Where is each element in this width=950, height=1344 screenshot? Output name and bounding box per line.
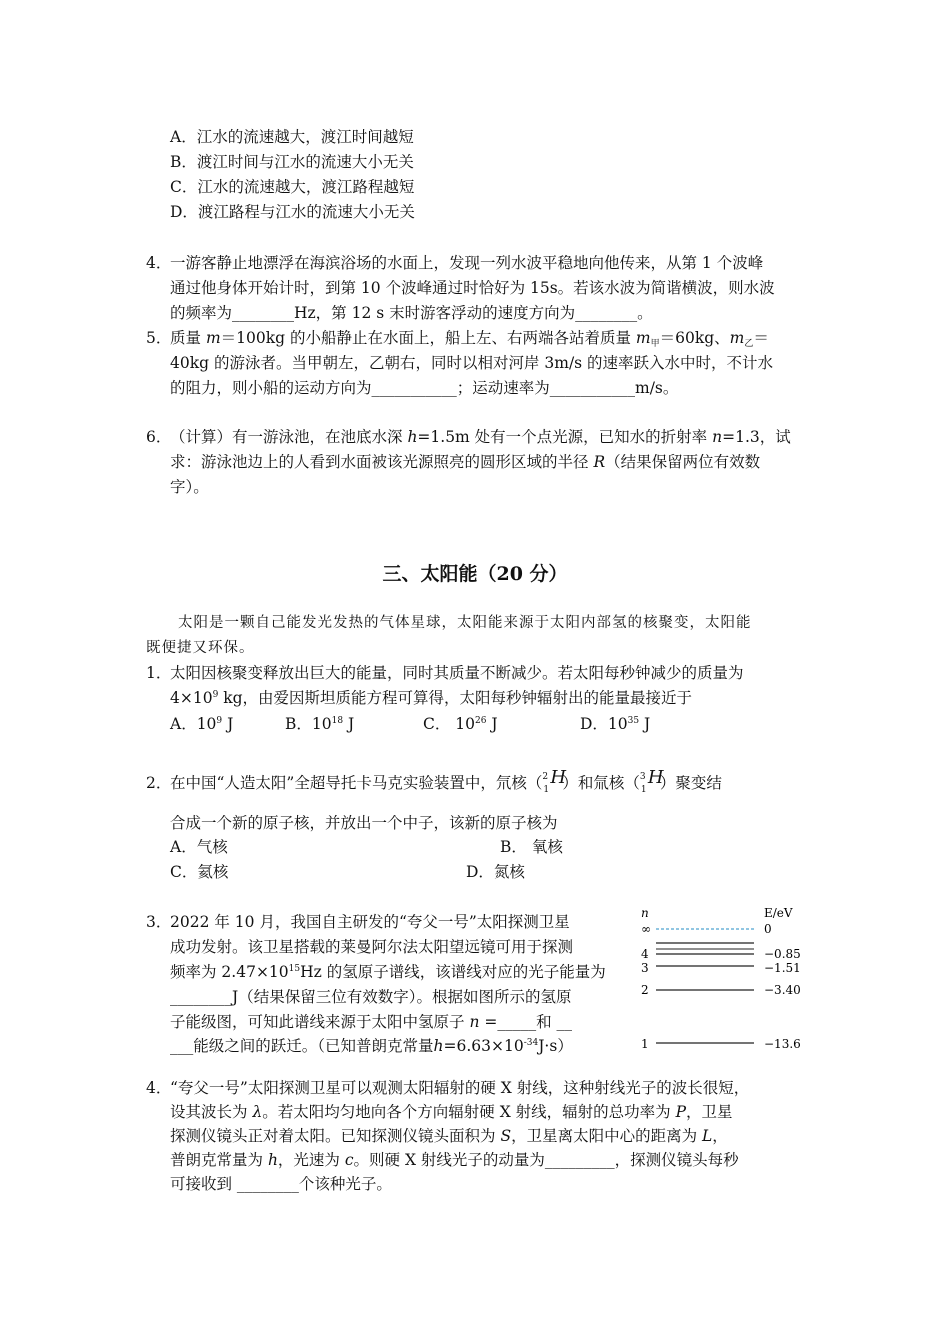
s1-option-c: C． $10^{26}$ J — [423, 715, 498, 733]
q4-line-1: 一游客静止地漂浮在海滨浴场的水面上，发现一列水波平稳地向他传来，从第 1 个波峰 — [170, 254, 764, 272]
level-energy-label: −3.40 — [764, 983, 801, 997]
question-number: 5． — [146, 329, 172, 347]
s3-line-1: 2022 年 10 月，我国自主研发的“夸父一号”太阳探测卫星 — [170, 913, 570, 931]
option-b: B．渡江时间与江水的流速大小无关 — [170, 153, 414, 171]
intro-line-2: 既便捷又环保。 — [146, 640, 255, 656]
option-d: D．渡江路程与江水的流速大小无关 — [170, 203, 415, 221]
energy-level-diagram — [630, 902, 801, 1058]
s2-option-b: B． 氧核 — [500, 838, 563, 856]
level-energy-label: −13.6 — [764, 1037, 801, 1051]
s1-line-1: 太阳因核聚变释放出巨大的能量，同时其质量不断减少。若太阳每秒钟减少的质量为 — [170, 664, 744, 682]
s1-line-2: $4\times 10^9$ kg，由爱因斯坦质能方程可算得，太阳每秒钟辐射出的能量最接近于 — [170, 689, 693, 707]
q5-line-2: 40kg 的游泳者。当甲朝左，乙朝右，同时以相对河岸 3m/s 的速率跃入水中时，不计水 — [170, 354, 774, 372]
n-header: n — [641, 906, 649, 920]
q4-line-3: 的频率为________Hz，第 12 s 末时游客浮动的速度方向为________。 — [170, 304, 653, 322]
question-number: 3． — [146, 913, 172, 931]
q5-line-1: 质量 m＝100kg 的小船静止在水面上，船上左、右两端各站着质量 $m_甲=60kg$、$m_乙=$ — [170, 329, 769, 349]
e-header: E/eV — [764, 906, 793, 920]
level-n-label: ∞ — [641, 922, 651, 936]
question-number: 4． — [146, 254, 172, 272]
s3-line-5: 子能级图，可知此谱线来源于太阳中氢原子 n =_____和 __ — [170, 1013, 573, 1031]
s1-option-d: D．$10^{35}$ J — [580, 715, 651, 733]
question-number: 4． — [146, 1079, 172, 1097]
s2-line-1: 在中国“人造太阳”全超导托卡马克实验装置中，氘核（ 2 1 H ）和氚核（ 3 1 H ）聚变结 — [170, 767, 722, 795]
s4-line-4: 普朗克常量为 h，光速为 c。则硬 X 射线光子的动量为_________，探测仪镜头每秒 — [170, 1151, 739, 1169]
s4-line-1: “夸父一号”太阳探测卫星可以观测太阳辐射的硬 X 射线，这种射线光子的波长很短， — [170, 1079, 750, 1097]
s3-line-3: 频率为 $2.47\times 10^{15}Hz$ 的氢原子谱线，该谱线对应的光子能量为 — [170, 963, 606, 981]
q6-line-2: 求：游泳池边上的人看到水面被该光源照亮的圆形区域的半径 R（结果保留两位有效数 — [170, 453, 761, 471]
s3-line-2: 成功发射。该卫星搭载的莱曼阿尔法太阳望远镜可用于探测 — [170, 938, 574, 956]
question-number: 1． — [146, 664, 172, 682]
q6-line-1: （计算）有一游泳池，在池底水深 h=1.5m 处有一个点光源，已知水的折射率 n=1.3，试 — [170, 428, 791, 446]
intro-line-1: 太阳是一颗自己能发光发热的气体星球，太阳能来源于太阳内部氢的核聚变，太阳能 — [178, 615, 752, 631]
deuterium-symbol: 2 1 H — [542, 767, 567, 795]
level-energy-label: −1.51 — [764, 961, 801, 975]
level-energy-label: −0.85 — [764, 947, 801, 961]
s3-line-6: ___能级之间的跃迁。（已知普朗克常量$h=6.63\times 10^{-34}J\cdot s$） — [170, 1037, 573, 1055]
s2-option-d: D．氮核 — [466, 863, 525, 881]
s3-line-4: ________J（结果保留三位有效数字）。根据如图所示的氢原 — [170, 988, 572, 1006]
q6-line-3: 字）。 — [170, 478, 209, 496]
option-c: C．江水的流速越大，渡江路程越短 — [170, 178, 415, 196]
q5-line-3: 的阻力，则小船的运动方向为___________；运动速率为___________m/s。 — [170, 379, 679, 397]
level-n-label: 1 — [641, 1037, 649, 1051]
s1-option-a: A．$10^9$ J — [170, 715, 234, 733]
tritium-symbol: 3 1 H — [639, 767, 664, 795]
question-number: 2． — [146, 774, 172, 792]
option-a: A．江水的流速越大，渡江时间越短 — [170, 128, 414, 146]
question-number: 6． — [146, 428, 172, 446]
s4-line-3: 探测仪镜头正对着太阳。已知探测仪镜头面积为 S，卫星离太阳中心的距离为 L， — [170, 1127, 728, 1145]
q4-line-2: 通过他身体开始计时，到第 10 个波峰通过时恰好为 15s。若该水波为简谐横波，则水波 — [170, 279, 775, 297]
s2-option-c: C．氦核 — [170, 863, 229, 881]
section-title: 三、太阳能（20 分） — [382, 563, 568, 585]
level-n-label: 4 — [641, 947, 649, 961]
s1-option-b: B．$10^{18}$ J — [285, 715, 355, 733]
level-energy-label: 0 — [764, 922, 772, 936]
s4-line-5: 可接收到 ________个该种光子。 — [170, 1175, 392, 1193]
s2-option-a: A．气核 — [170, 838, 228, 856]
level-n-label: 3 — [641, 961, 649, 975]
s2-line-2: 合成一个新的原子核，并放出一个中子，该新的原子核为 — [170, 814, 558, 832]
level-n-label: 2 — [641, 983, 649, 997]
s4-line-2: 设其波长为 λ。若太阳均匀地向各个方向辐射硬 X 射线，辐射的总功率为 P，卫星 — [170, 1103, 733, 1121]
